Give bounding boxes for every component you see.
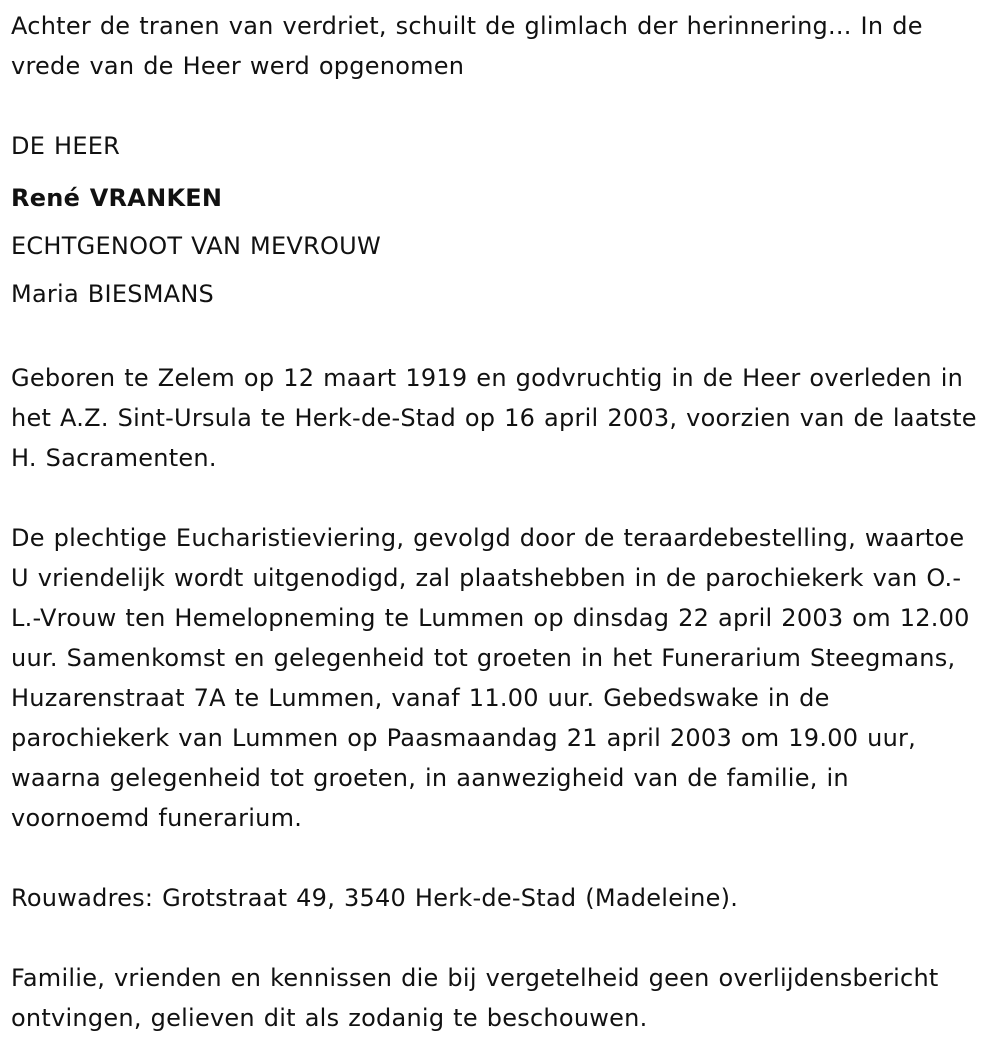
mourning-address: Rouwadres: Grotstraat 49, 3540 Herk-de-Stad (Madeleine). (11, 884, 739, 912)
ceremony-paragraph: De plechtige Eucharistieviering, gevolgd door de teraardebestelling, waartoe U vriendelijk wordt uitgenodigd, zal plaatshebben in de parochiekerk van O.-L.-Vrouw ten Hemelopneming te Lummen op dinsdag 22 april 2003 om 12.00 uur. Samenkomst en gelegenheid tot groeten in het Funerarium Steegmans, Huzarenstraat 7A te Lummen, vanaf 11.00 uur. Gebedswake in de parochiekerk van Lummen op Paasmaandag 21 april 2003 om 19.00 uur, waarna gelegenheid tot groeten, in aanwezigheid van de familie, in voornoemd funerarium. (11, 524, 970, 832)
obituary-notice (11, 6, 991, 1038)
closing-note: Familie, vrienden en kennissen die bij vergetelheid geen overlijdensbericht ontvingen, gelieven dit als zodanig te beschouwen. (11, 964, 939, 1032)
spouse-label: ECHTGENOOT VAN MEVROUW (11, 232, 381, 260)
birth-death-paragraph: Geboren te Zelem op 12 maart 1919 en godvruchtig in de Heer overleden in het A.Z. Sint-Ursula te Herk-de-Stad op 16 april 2003, voorzien van de laatste H. Sacramenten. (11, 364, 977, 472)
intro-text: Achter de tranen van verdriet, schuilt de glimlach der herinnering... In de vrede van de Heer werd opgenomen (11, 12, 923, 80)
title-line: DE HEER (11, 132, 121, 160)
deceased-name: René VRANKEN (11, 184, 223, 212)
spouse-name: Maria BIESMANS (11, 280, 215, 308)
